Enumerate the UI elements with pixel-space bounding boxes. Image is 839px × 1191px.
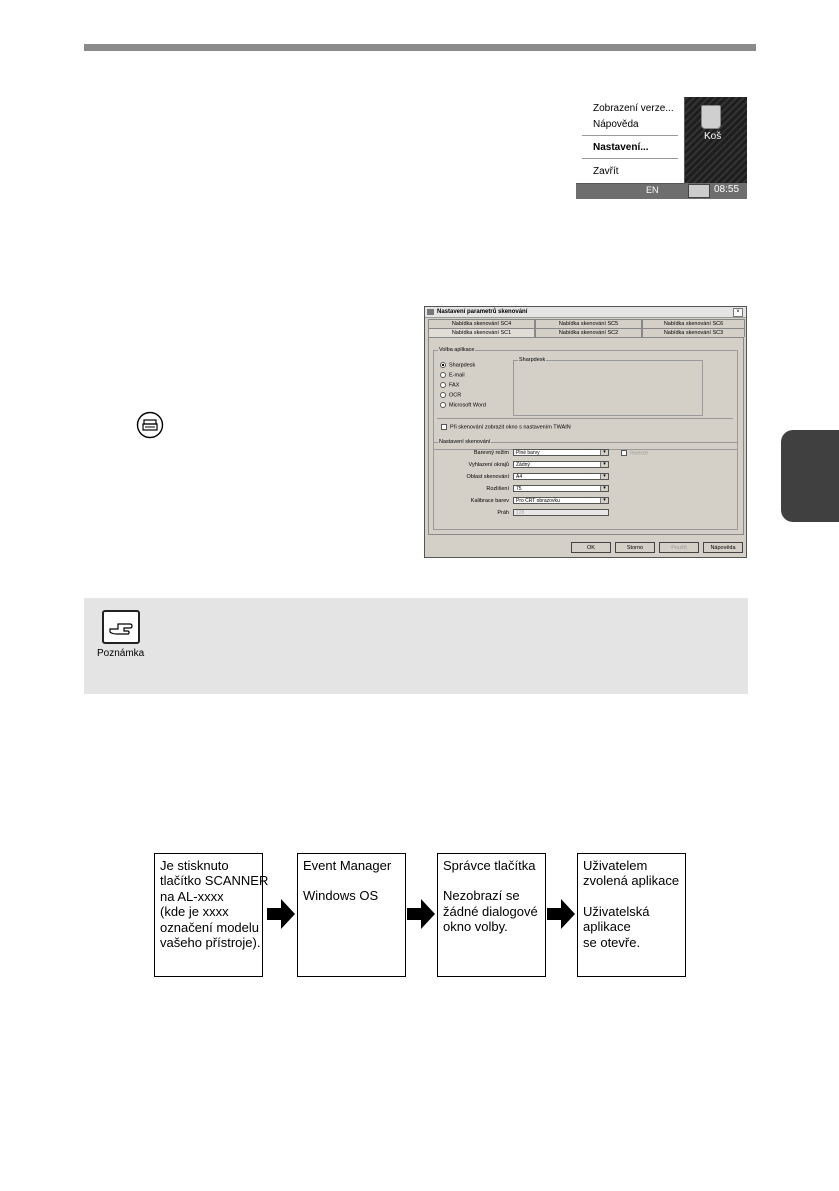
flow-text: se otevře. (583, 934, 641, 950)
flow-text: na AL-xxxx (160, 888, 224, 904)
note-label: Poznámka (97, 648, 145, 659)
tray-app-icon[interactable] (688, 184, 710, 198)
flow-step-4 (577, 853, 686, 977)
radio-ocr[interactable]: OCR (440, 392, 461, 398)
app-preview-group (513, 357, 703, 416)
field-label-resolution: Rozlišení (486, 486, 509, 492)
menu-item-help[interactable]: Nápověda (593, 119, 639, 130)
language-indicator: EN (646, 185, 659, 195)
note-hand-icon (102, 610, 140, 644)
select-value: A4 (516, 474, 523, 480)
inverse-checkbox[interactable]: Inverze (621, 450, 648, 456)
flow-arrow-icon (265, 897, 297, 931)
flow-text: Správce tlačítka (443, 858, 536, 873)
flow-text: aplikace (583, 919, 631, 935)
menu-item-close[interactable]: Zavřít (593, 166, 619, 177)
radio-word[interactable]: Microsoft Word (440, 402, 486, 408)
threshold-input[interactable]: 128 (513, 509, 609, 516)
radio-email[interactable]: E-mail (440, 372, 465, 378)
flow-arrow-icon (405, 897, 437, 931)
field-label-edge-smoothing: Vyhlazení okrajů (468, 462, 509, 468)
select-resolution[interactable] (513, 485, 609, 492)
tab-panel (428, 337, 744, 535)
menu-item-version[interactable]: Zobrazení verze... (593, 103, 674, 114)
chevron-down-icon: ▾ (600, 486, 608, 491)
flow-step-2 (297, 853, 406, 977)
tab-sc1[interactable]: Nabídka skenování SC1 (428, 328, 535, 337)
flow-text: (kde je xxxx (160, 904, 229, 920)
chevron-down-icon: ▾ (600, 474, 608, 479)
flow-spacer (303, 873, 400, 888)
tab-sc5[interactable]: Nabídka skenování SC5 (535, 319, 642, 328)
flow-step-1 (154, 853, 269, 977)
close-icon[interactable]: × (733, 308, 743, 317)
menu-item-settings[interactable]: Nastavení... (593, 142, 649, 153)
select-color-calibration[interactable] (513, 497, 609, 504)
select-color-mode[interactable] (513, 449, 609, 456)
app-group-title: Volba aplikace (439, 347, 475, 353)
field-label-scan-area: Oblast skenování (466, 474, 509, 480)
flow-text: označení modelu (160, 919, 260, 935)
tab-sc6[interactable]: Nabídka skenování SC6 (642, 319, 745, 328)
radio-fax[interactable]: FAX (440, 382, 459, 388)
apply-button[interactable]: Použít (659, 542, 699, 553)
flow-step-3 (437, 853, 546, 977)
field-label-color-mode: Barevný režim (473, 450, 509, 456)
ok-button[interactable]: OK (571, 542, 611, 553)
menu-separator (582, 158, 678, 159)
group-divider (437, 418, 733, 419)
section-tab-marker (781, 430, 839, 522)
tray-menu-screenshot (576, 97, 747, 199)
chevron-down-icon: ▾ (600, 498, 608, 503)
flow-spacer (583, 889, 680, 904)
flow-spacer (443, 873, 540, 888)
flow-text: žádné dialogové (443, 903, 538, 919)
radio-sharpdesk[interactable]: Sharpdesk (440, 362, 475, 368)
flow-text: Uživatelská (583, 903, 650, 919)
flow-text: vašeho přístroje). (160, 935, 261, 951)
scan-group-title: Nastavení skenování (439, 439, 491, 445)
context-menu (576, 97, 685, 184)
tab-sc2[interactable]: Nabídka skenování SC2 (535, 328, 642, 337)
dialog-title: Nastavení parametrů skenování (437, 309, 528, 315)
tab-sc3[interactable]: Nabídka skenování SC3 (642, 328, 745, 337)
recycle-bin-icon (701, 105, 721, 129)
recycle-bin-label: Koš (704, 131, 722, 142)
select-value: Žádný (516, 462, 530, 468)
chevron-down-icon: ▾ (600, 450, 608, 455)
flow-text: zvolená aplikace (583, 873, 680, 889)
cancel-button[interactable]: Storno (615, 542, 655, 553)
flow-text: Windows OS (303, 888, 379, 904)
field-label-threshold: Práh (497, 510, 509, 516)
scan-settings-dialog (424, 306, 747, 558)
select-edge-smoothing[interactable] (513, 461, 609, 468)
flow-text: okno volby. (443, 919, 508, 935)
field-label-color-calibration: Kalibrace barev (470, 498, 509, 504)
flow-text: Je stisknuto (160, 858, 229, 873)
select-value: 75 (516, 486, 522, 492)
dialog-title-bar (425, 307, 746, 318)
select-value: Pro CRT obrazovku (516, 498, 560, 504)
flow-text: Event Manager (303, 858, 392, 873)
twain-checkbox[interactable]: Při skenování zobrazit okno s nastavením TWAIN (441, 424, 571, 430)
chevron-down-icon: ▾ (600, 462, 608, 467)
scanner-button-icon (136, 411, 164, 439)
menu-separator (582, 135, 678, 136)
preview-title: Sharpdesk (519, 357, 546, 363)
flow-arrow-icon (545, 897, 577, 931)
tab-sc4[interactable]: Nabídka skenování SC4 (428, 319, 535, 328)
page-header-bar (84, 44, 756, 51)
taskbar-clock: 08:55 (714, 184, 740, 195)
flow-text: Nezobrazí se (443, 888, 520, 904)
note-box (84, 598, 748, 694)
flow-text: Uživatelem (583, 858, 648, 873)
dialog-app-icon (427, 309, 434, 315)
flow-text: tlačítko SCANNER (160, 873, 269, 889)
select-value: Plné barvy (516, 450, 540, 456)
help-button[interactable]: Nápověda (703, 542, 743, 553)
select-scan-area[interactable] (513, 473, 609, 480)
